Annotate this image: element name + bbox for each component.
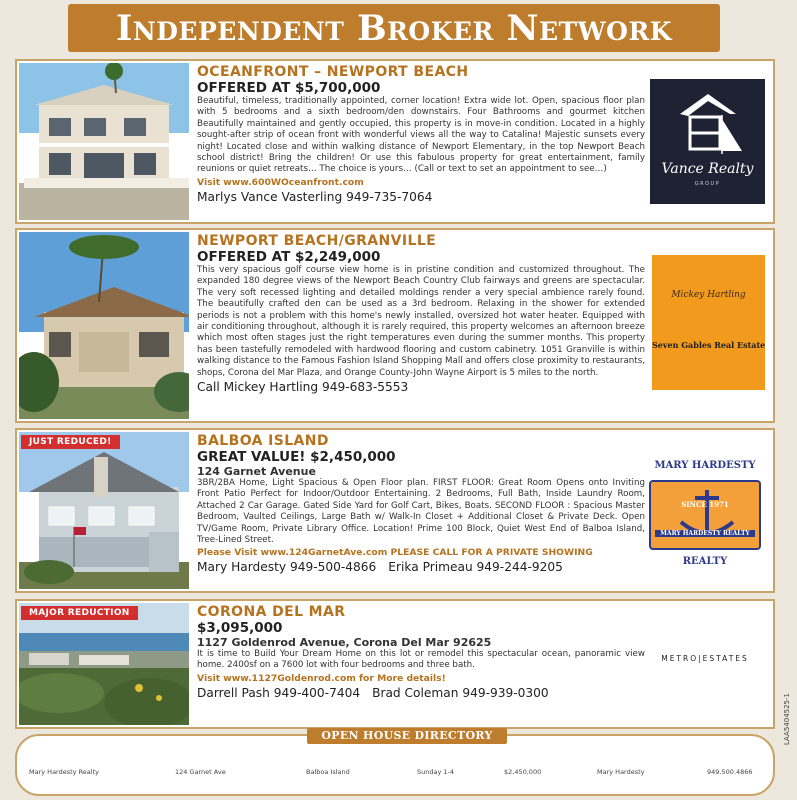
mary-hardesty-since: SINCE 1971 [681,500,729,509]
listing-photo [19,432,189,589]
status-badge: JUST REDUCED! [21,435,120,449]
metro-estates-text: METRO|ESTATES [661,654,749,663]
listing-contact: Darrell Pash 949-400-7404 [197,685,361,700]
listing-contacts [197,559,645,575]
directory-cell: Mary Hardesty [597,768,645,776]
anchor-badge [649,480,761,550]
metro-estates-logo [645,654,765,668]
listing-description: This very spacious golf course view home is in pristine condition and customized throughout. The expanded 180 degree views of the Newport Beach Country Club fairways and greens are spectacular. The very soft recessed lighting and detailed moldings render a very special ambience rarely found. The beautifully crafted den can be used as a 3rd bedroom. Relaxing in the shower for extended periods is not a problem with this home's newly installed, oversized hot water heater. Equipped with air conditioning throughout, although it is rarely required, this property welcomes an afternoon breeze which most often stages just the right temperatures even during the summer months. This property has been tastefully remodeled with hardwood flooring and custom cabinetry. 1051 Granville is within walking distance to the Famous Fashion Island Shopping Mall and offers close proximity to restaurants, shops, Corona del Mar Plaza, and Orange County-John Wayne Airport is 5 miles to the north. [197,265,645,378]
status-badge: MAJOR REDUCTION [21,606,138,620]
listing-contact: Call Mickey Hartling 949-683-5553 [197,380,409,395]
listing-photo [19,63,189,220]
listing-website-link[interactable]: Visit www.600WOceanfront.com [197,176,364,188]
listing-photo [19,603,189,725]
vance-logo-sub: GROUP [694,181,721,187]
listing-description: 3BR/2BA Home, Light Spacious & Open Floor plan. FIRST FLOOR: Great Room Opens onto Inviting Front Patio Perfect for Indoor/Outdoor Entertaining. 2 Bedrooms, Full Bath, Inside Laundry Room, Attached 2 Car Garage. Gated Side Yard for Golf Cart, Bikes, Boats. SECOND FLOOR : Spacious Master Bedroom, Vaulted Ceilings, Large Bath w/ Walk-In Closet + Additional Closet & Private Deck. Open TV/Game Room, Private Library Office. Location! Prime 100 Block, Quiet West End of Balboa Island, Tree-Lined Street. [197,478,645,546]
listing-content [197,433,645,575]
listing-website-link[interactable]: Please Visit www.124GarnetAve.com PLEASE CALL FOR A PRIVATE SHOWING [197,547,593,559]
listing-website-link[interactable]: Visit www.1127Goldenrod.com for More details! [197,672,446,684]
listing-address: 1127 Goldenrod Avenue, Corona Del Mar 92625 [197,636,492,649]
seven-gables-logo [652,255,765,390]
vance-logo-script: Vance Realty [661,161,754,177]
listing-balboa [15,428,775,593]
listing-oceanfront [15,59,775,224]
directory-cell: 949.500.4866 [707,768,753,776]
mary-hardesty-band: MARY HARDESTY REALTY [655,530,755,537]
listing-description: It is time to Build Your Dream Home on this lot or remodel this spectacular ocean, panoramic view home. 2400sf on a 7600 lot with four bedrooms and three bath. [197,649,645,671]
listing-address: 124 Garnet Avenue [197,465,316,478]
listing-photo [19,232,189,419]
listing-content [197,604,645,701]
listing-title: CORONA DEL MAR [197,604,346,620]
directory-cell: Balboa Island [306,768,350,776]
listing-contact: Marlys Vance Vasterling 949-735-7064 [197,189,433,204]
listing-title: BALBOA ISLAND [197,433,329,449]
listing-contacts [197,685,645,701]
listing-price: GREAT VALUE! $2,450,000 [197,449,396,465]
directory-cell: Sunday 1-4 [417,768,455,776]
listing-content [197,233,645,395]
listing-content [197,64,645,205]
seven-gables-signature: Mickey Hartling [671,290,746,300]
mary-hardesty-top: MARY HARDESTY [654,460,756,471]
listing-description: Beautiful, timeless, traditionally appointed, corner location! Extra wide lot. Open, spacious floor plan with 5 bedrooms and a sixth bedroom/den downstairs. Four Bathrooms and gourmet kitchen Beautifully maintained and gently occupied, this property is in move-in condition. Located in a highly sought-after strip of ocean front with wonderful views all the way to Catalina! Majestic sunsets every night! Located close and within walking distance of Newport Elementary, in the top Newport Beach school district! Bring the children! Or use this fabulous property for great entertainment, family reunions or quiet retreats… The choice is yours… (Call or text to set an appointment to see…) [197,96,645,175]
listing-title: NEWPORT BEACH/GRANVILLE [197,233,437,249]
listing-contact: Mary Hardesty 949-500-4866 [197,560,377,575]
open-house-directory [15,729,775,796]
listing-corona-del-mar [15,599,775,729]
listing-price: $3,095,000 [197,620,283,636]
mary-hardesty-logo [645,460,765,575]
listing-granville [15,228,775,423]
page-title: Independent Broker Network [116,7,672,49]
vance-realty-logo [650,79,765,204]
header-banner [68,4,720,52]
directory-cell: Mary Hardesty Realty [29,768,99,776]
directory-cell: 124 Garnet Ave [175,768,226,776]
ad-id: LAA5404525-1 [783,693,791,745]
listing-contact: Erika Primeau 949-244-9205 [388,560,563,575]
listing-price: OFFERED AT $5,700,000 [197,80,381,96]
anchor-icon [651,482,763,552]
listing-contact: Brad Coleman 949-939-0300 [372,685,549,700]
mary-hardesty-bottom: REALTY [682,556,728,567]
listing-price: OFFERED AT $2,249,000 [197,249,381,265]
seven-gables-name: Seven Gables Real Estate [652,340,766,350]
listing-title: OCEANFRONT – NEWPORT BEACH [197,64,469,80]
directory-cell: $2,450,000 [504,768,542,776]
directory-title: OPEN HOUSE DIRECTORY [307,728,507,744]
